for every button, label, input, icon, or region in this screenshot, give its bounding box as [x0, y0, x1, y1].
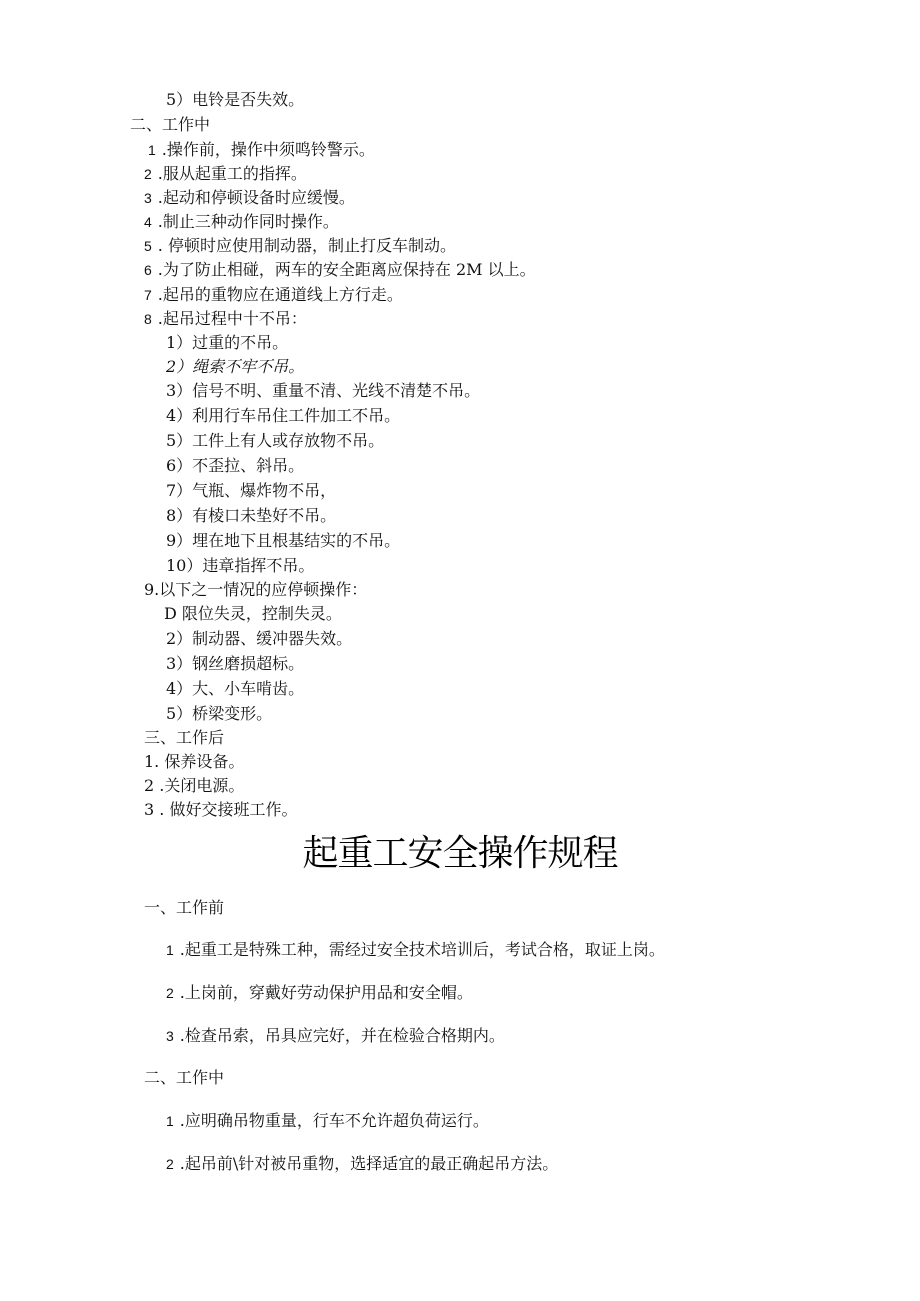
list-text: .起吊过程中十不吊： — [157, 309, 307, 328]
list-item — [144, 187, 355, 209]
list-text: .起吊前\针对被吊重物，选择适宜的最正确起吊方法。 — [179, 1154, 559, 1173]
list-number: 1 — [166, 1113, 174, 1129]
page-title: 起重工安全操作规程 — [302, 833, 618, 874]
list-number: 3 — [166, 1028, 174, 1044]
sub-list-item: 10）违章指挥不吊。 — [166, 556, 315, 575]
list-item — [144, 211, 339, 233]
sub-list-item: 5）桥梁变形。 — [166, 704, 273, 723]
list-text: .检查吊索，吊具应完好，并在检验合格期内。 — [179, 1026, 505, 1045]
list-number: 8 — [144, 311, 152, 327]
list-text: . 停顿时应使用制动器，制止打反车制动。 — [157, 236, 456, 255]
section-heading-before-work: 一、工作前 — [144, 898, 225, 917]
bell-check-item: 5）电铃是否失效。 — [166, 90, 305, 109]
sub-list-item: 7）气瓶、爆炸物不吊， — [166, 481, 337, 500]
section-heading-during-work: 二、工作中 — [130, 115, 211, 134]
list-number: 6 — [144, 262, 152, 278]
list-item — [166, 1153, 558, 1175]
list-number: 1 — [148, 142, 156, 158]
sub-list-item: 8）有棱口未垫好不吊。 — [166, 506, 337, 525]
list-item — [144, 235, 456, 257]
sub-list-item: 3）钢丝磨损超标。 — [166, 654, 305, 673]
sub-list-item: 1）过重的不吊。 — [166, 333, 289, 352]
list-item: 2 .关闭电源。 — [144, 776, 245, 795]
list-item — [166, 1025, 505, 1047]
list-number: 2 — [144, 166, 152, 182]
list-text: .服从起重工的指挥。 — [157, 164, 307, 183]
list-text: .为了防止相碰，两车的安全距离应保持在 2M 以上。 — [157, 260, 536, 279]
list-text: .操作前，操作中须鸣铃警示。 — [161, 140, 375, 159]
list-text: .上岗前，穿戴好劳动保护用品和安全帽。 — [179, 983, 473, 1002]
list-number: 7 — [144, 287, 152, 303]
list-text: .制止三种动作同时操作。 — [157, 212, 339, 231]
list-number: 2 — [166, 1156, 174, 1172]
sub-list-item: 2）绳索不牢不吊。 — [166, 357, 305, 376]
list-number: 3 — [144, 190, 152, 206]
sub-list-item: 6）不歪拉、斜吊。 — [166, 456, 305, 475]
list-item — [148, 139, 375, 161]
list-item — [166, 982, 473, 1004]
section-heading-during-work-2: 二、工作中 — [144, 1068, 225, 1087]
list-item — [166, 939, 665, 961]
list-text: .起动和停顿设备时应缓慢。 — [157, 188, 355, 207]
sub-list-item: 4）利用行车吊住工件加工不吊。 — [166, 406, 401, 425]
list-number: 1 — [166, 942, 174, 958]
list-text: .起重工是特殊工种，需经过安全技术培训后，考试合格，取证上岗。 — [179, 940, 665, 959]
list-item — [144, 308, 307, 330]
list-text: .应明确吊物重量，行车不允许超负荷运行。 — [179, 1111, 489, 1130]
list-item: 1. 保养设备。 — [144, 752, 245, 771]
section-heading-after-work: 三、工作后 — [144, 728, 225, 747]
sub-list-item: 3）信号不明、重量不清、光线不清楚不吊。 — [166, 381, 481, 400]
list-item — [166, 1110, 489, 1132]
list-item — [144, 259, 536, 281]
sub-list-item: 2）制动器、缓冲器失效。 — [166, 629, 353, 648]
sub-list-item: D 限位失灵，控制失灵。 — [164, 604, 342, 623]
sub-list-item: 4）大、小车啃齿。 — [166, 679, 305, 698]
sub-list-item: 9）埋在地下且根基结实的不吊。 — [166, 531, 401, 550]
list-item — [144, 163, 307, 185]
list-number: 4 — [144, 214, 152, 230]
sub-list-item: 5）工件上有人或存放物不吊。 — [166, 431, 385, 450]
stop-conditions-heading: 9.以下之一情况的应停顿操作： — [144, 580, 368, 599]
list-number: 5 — [144, 238, 152, 254]
list-number: 2 — [166, 985, 174, 1001]
list-item — [144, 284, 403, 306]
list-text: .起吊的重物应在通道线上方行走。 — [157, 285, 403, 304]
list-item: 3 . 做好交接班工作。 — [144, 800, 298, 819]
